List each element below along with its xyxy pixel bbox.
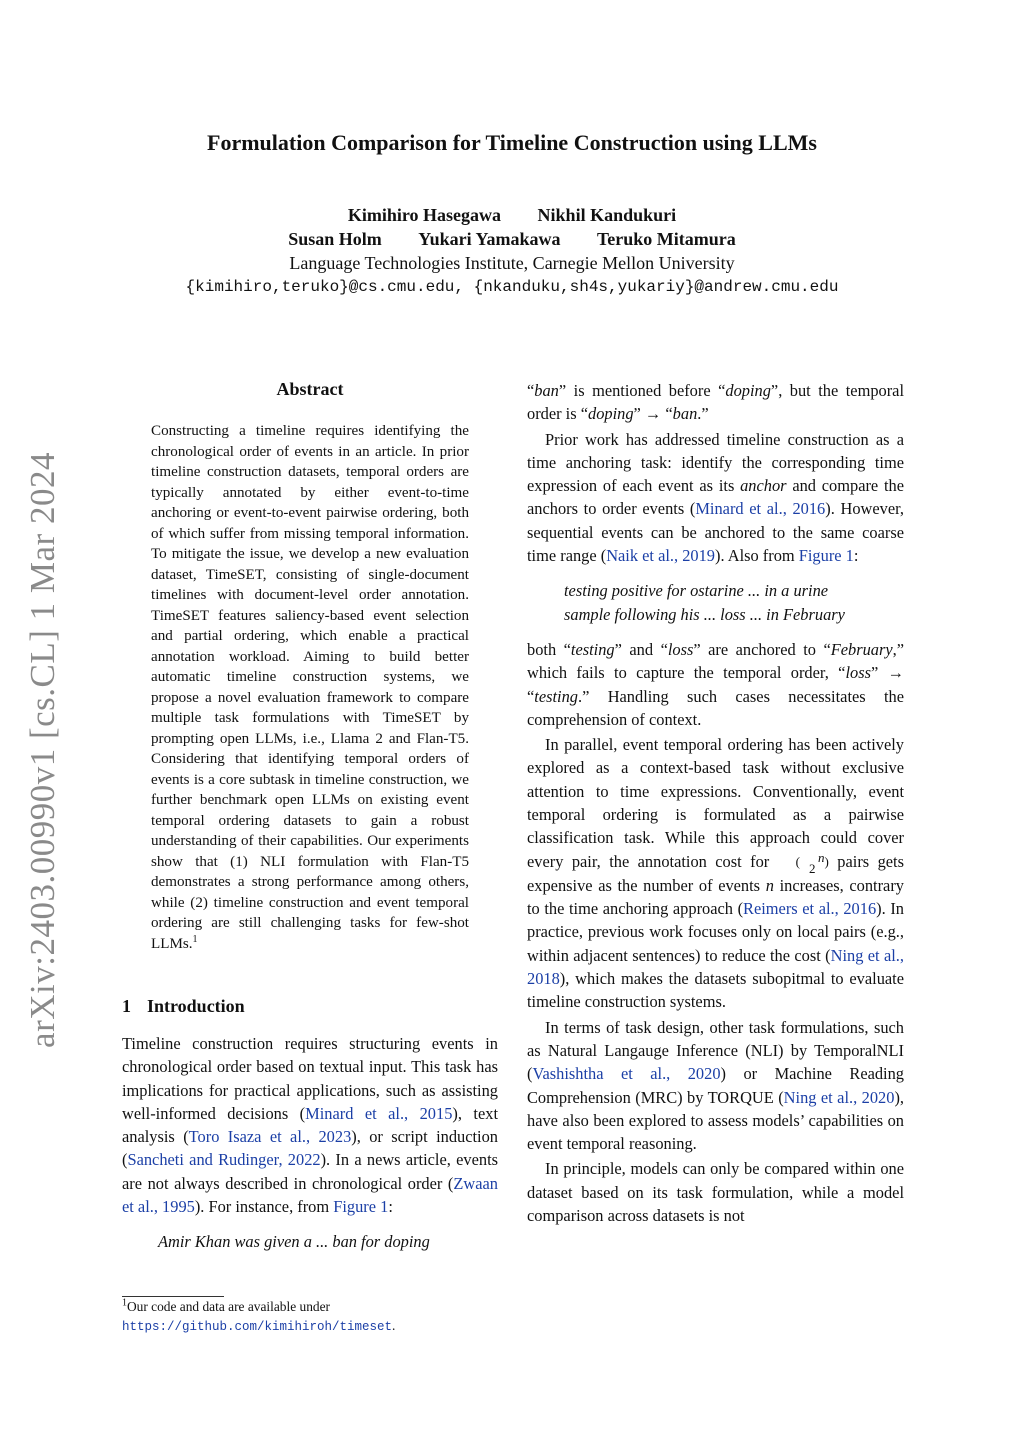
code-url-link[interactable]: https://github.com/kimihiroh/timeset: [122, 1320, 393, 1334]
author-row-2: [100, 227, 924, 251]
author-name: Susan Holm: [288, 229, 382, 249]
right-column-body: [527, 379, 904, 1227]
citation-link[interactable]: Minard et al., 2015: [305, 1103, 453, 1123]
author-block: [100, 203, 924, 299]
citation-link[interactable]: Sancheti and Rudinger, 2022: [127, 1150, 321, 1170]
paragraph-task-design: In terms of task design, other task formulations, such as Natural Langauge Inference (NLI) by TemporalNLI (Vashishtha et al., 2020) or Machine Reading Comprehension (MRC) by TORQUE (Ning et al., 2020), have also been explored to assess models’ capabilities on event temporal reasoning.: [527, 1017, 905, 1154]
citation-link[interactable]: Zwaan et al., 1995: [122, 1173, 498, 1217]
abstract-heading: Abstract: [276, 379, 344, 399]
author-name: Teruko Mitamura: [596, 229, 736, 249]
paragraph-anchoring: both “testing” and “loss” are anchored to “February,” which fails to capture the temporal order, “loss” → “testing.” Handling such cases necessitates the comprehension of context.: [527, 639, 905, 729]
citation-link[interactable]: Ning et al., 2018: [527, 945, 904, 989]
author-row-1: [100, 203, 924, 227]
citation-link[interactable]: Vashishtha et al., 2020: [532, 1064, 721, 1084]
intro-paragraph: Timeline construction requires structuring events in chronological order based on textual input. This task has implications for practical applications, such as assisting well-informed decisions (Minard et al., 2015), text analysis (Toro Isaza et al., 2023), or script induction (Sancheti and Rudinger, 2022). In a news article, events are not always described in chronological order (Zwaan et al., 1995). For instance, from Figure 1:: [122, 1034, 498, 1217]
author-emails: {kimihiro,teruko}@cs.cmu.edu, {nkanduku,sh4s,yukariy}@andrew.cmu.edu: [185, 278, 839, 296]
binomial-coefficient: ( n 2 ): [795, 849, 829, 876]
quoted-example: testing positive for ostarine ... in a urine sample following his ... loss ... in February: [564, 581, 845, 624]
section-heading-introduction: [122, 996, 472, 1017]
figure-link[interactable]: Figure 1: [798, 546, 854, 566]
footnote-mark: 1: [122, 1297, 127, 1309]
section-title-text: Introduction: [147, 996, 245, 1016]
citation-link[interactable]: Toro Isaza et al., 2023: [188, 1127, 352, 1147]
arxiv-id: arXiv:2403.00990v1 [cs.CL] 1 Mar 2024: [23, 452, 63, 1048]
footnote: $^1$Our code and data are available under https://github.com/kimihiroh/timeset.: [122, 1297, 396, 1334]
abstract-text: [151, 421, 469, 954]
paragraph-ban-doping: “ban” is mentioned before “doping”, but the temporal order is “doping” → “ban.”: [527, 381, 905, 424]
example-sentence: Amir Khan was given a ... ban for doping: [158, 1232, 430, 1252]
paper-title: Formulation Comparison for Timeline Construction using LLMs: [207, 130, 817, 155]
author-name: Yukari Yamakawa: [418, 229, 561, 249]
author-name: Kimihiro Hasegawa: [347, 205, 502, 225]
left-column-body: [122, 1032, 498, 1252]
paragraph-principle: In principle, models can only be compared within one dataset based on its task formulation, while a model comparison across datasets is not: [527, 1159, 904, 1226]
footnote-ref[interactable]: 1: [192, 933, 198, 945]
abstract-body: Constructing a timeline requires identifying the chronological order of events in an article. In prior timeline construction datasets, temporal orders are typically annotated by either event-to-time anchoring or event-to-event pairwise ordering, both of which suffer from missing temporal information. To mitigate the issue, we develop a new evaluation dataset, TimeSET, consisting of single-document timelines with document-level order annotation. TimeSET features saliency-based event selection and partial ordering, which enable a practical annotation workload. Aiming to build better automatic timeline construction systems, we propose a novel evaluation framework to compare multiple task formulations with TimeSET by prompting open LLMs, i.e., Llama 2 and Flan-T5. Considering that identifying temporal orders of events is a core subtask in timeline construction, we further benchmark open LLMs on existing event temporal ordering datasets to gain a robust understanding of their capabilities. Our experiments show that (1) NLI formulation with Flan-T5 demonstrates a strong performance among others, while (2) timeline construction and event temporal ordering are still challenging tasks for few-shot LLMs.: [151, 423, 469, 952]
citation-link[interactable]: Reimers et al., 2016: [743, 899, 877, 919]
figure-link[interactable]: Figure 1: [333, 1197, 389, 1217]
paragraph-prior-work: Prior work has addressed timeline construction as a time anchoring task: identify the corresponding time expression of each event as its anchor and compare the anchors to order events (Minard et al., 2016). However, sequential events can be anchored to the same coarse time range (Naik et al., 2019). Also from Figure 1:: [527, 429, 905, 566]
paragraph-pairwise: In parallel, event temporal ordering has been actively explored as a context-based task without exclusive attention to time expressions. Conventionally, event temporal ordering is formulated as a pairwise classification task. While this approach could cover every pair, the annotation cost for ( n 2 ) pairs gets expensive as the number of events n increases, contrary to the time anchoring approach (Reimers et al., 2016). In practice, previous work focuses only on local pairs (e.g., within adjacent sentences) to reduce the cost (Ning et al., 2018), which makes the datasets subopitmal to evaluate timeline construction systems.: [527, 735, 904, 1012]
affiliation: Language Technologies Institute, Carnegie Mellon University: [289, 253, 735, 273]
citation-link[interactable]: Ning et al., 2020: [783, 1087, 895, 1107]
arxiv-watermark: [18, 452, 68, 1048]
citation-link[interactable]: Minard et al., 2016: [695, 499, 826, 519]
citation-link[interactable]: Naik et al., 2019: [606, 546, 715, 566]
section-number: 1: [122, 996, 131, 1016]
author-name: Nikhil Kandukuri: [537, 205, 677, 225]
